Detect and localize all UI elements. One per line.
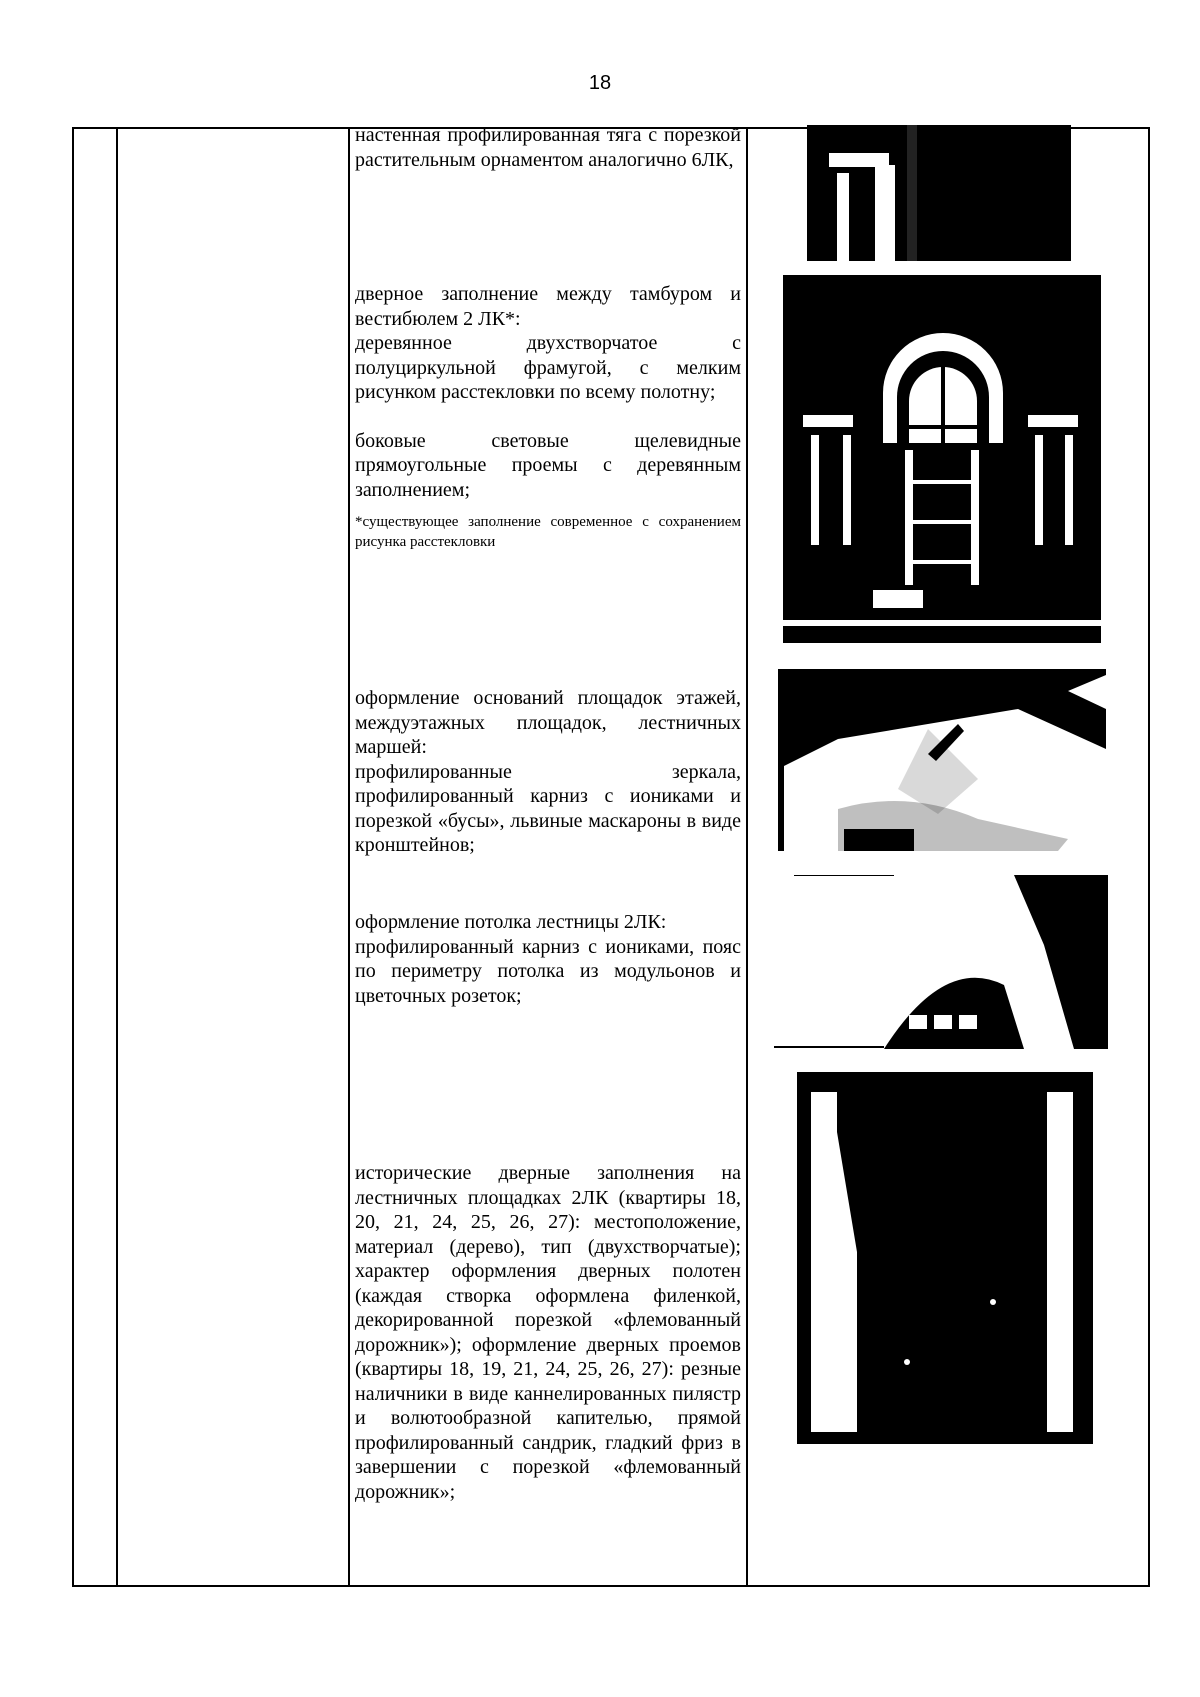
entry-heading: оформление оснований площадок этажей, междуэтажных площадок, лестничных маршей: (355, 687, 741, 758)
entry-historic-doors (355, 1161, 741, 1504)
entry-text: профилированные зеркала, профилированный карниз с иониками и порезкой «бусы», львиные маскароны в виде кронштейнов; (355, 760, 741, 856)
entry-note: *существующее заполнение современное с сохранением рисунка расстекловки (355, 514, 741, 550)
entry-text: исторические дверные заполнения на лестничных площадках 2ЛК (квартиры 18, 20, 21, 24, 25, 26, 27): местоположение, материал (дерево), тип (двухстворчатые); характер оформления дверных полотен (каждая створка оформлена филенкой, декорированной порезкой «флемованный дорожник»); оформление дверных проемов (квартиры 18, 19, 21, 24, 25, 26, 27): резные наличники в виде каннелированных пилястр и волютообразной капителью, прямой профилированный сандрик, гладкий фриз в завершении с порезкой «флемованный дорожник»; (355, 1162, 741, 1503)
entry-text: боковые световые щелевидные прямоугольные проемы с деревянным заполнением; (355, 429, 741, 501)
entry-stair-landings (355, 686, 741, 858)
entry-text: настенная профилированная тяга с порезкой растительным орнаментом аналогично 6ЛК, (355, 124, 741, 171)
photo-vestibule-door (783, 275, 1101, 643)
page-number: 18 (588, 72, 612, 94)
photo-stair-ceiling (774, 875, 1108, 1049)
monument-features-table (72, 124, 1150, 1587)
entry-door-vestibule (355, 282, 741, 552)
entry-heading: дверное заполнение между тамбуром и вестибюлем 2 ЛК*: (355, 283, 741, 330)
photo-historic-door (797, 1072, 1093, 1444)
photo-stair-landing (778, 669, 1106, 851)
photo-wall-cornice (807, 125, 1071, 261)
column-divider (746, 129, 748, 1585)
entry-text: деревянное двухстворчатое с полуциркульной фрамугой, с мелким рисунком расстекловки по всему полотну; (355, 332, 741, 403)
entry-heading: оформление потолка лестницы 2ЛК: (355, 911, 667, 933)
entry-stair-ceiling (355, 910, 741, 1008)
column-divider (116, 129, 118, 1585)
column-divider (348, 129, 350, 1585)
entry-text: профилированный карниз с иониками, пояс по периметру потолка из модульонов и цветочных розеток; (355, 935, 741, 1007)
entry-wall-cornice (355, 123, 741, 172)
